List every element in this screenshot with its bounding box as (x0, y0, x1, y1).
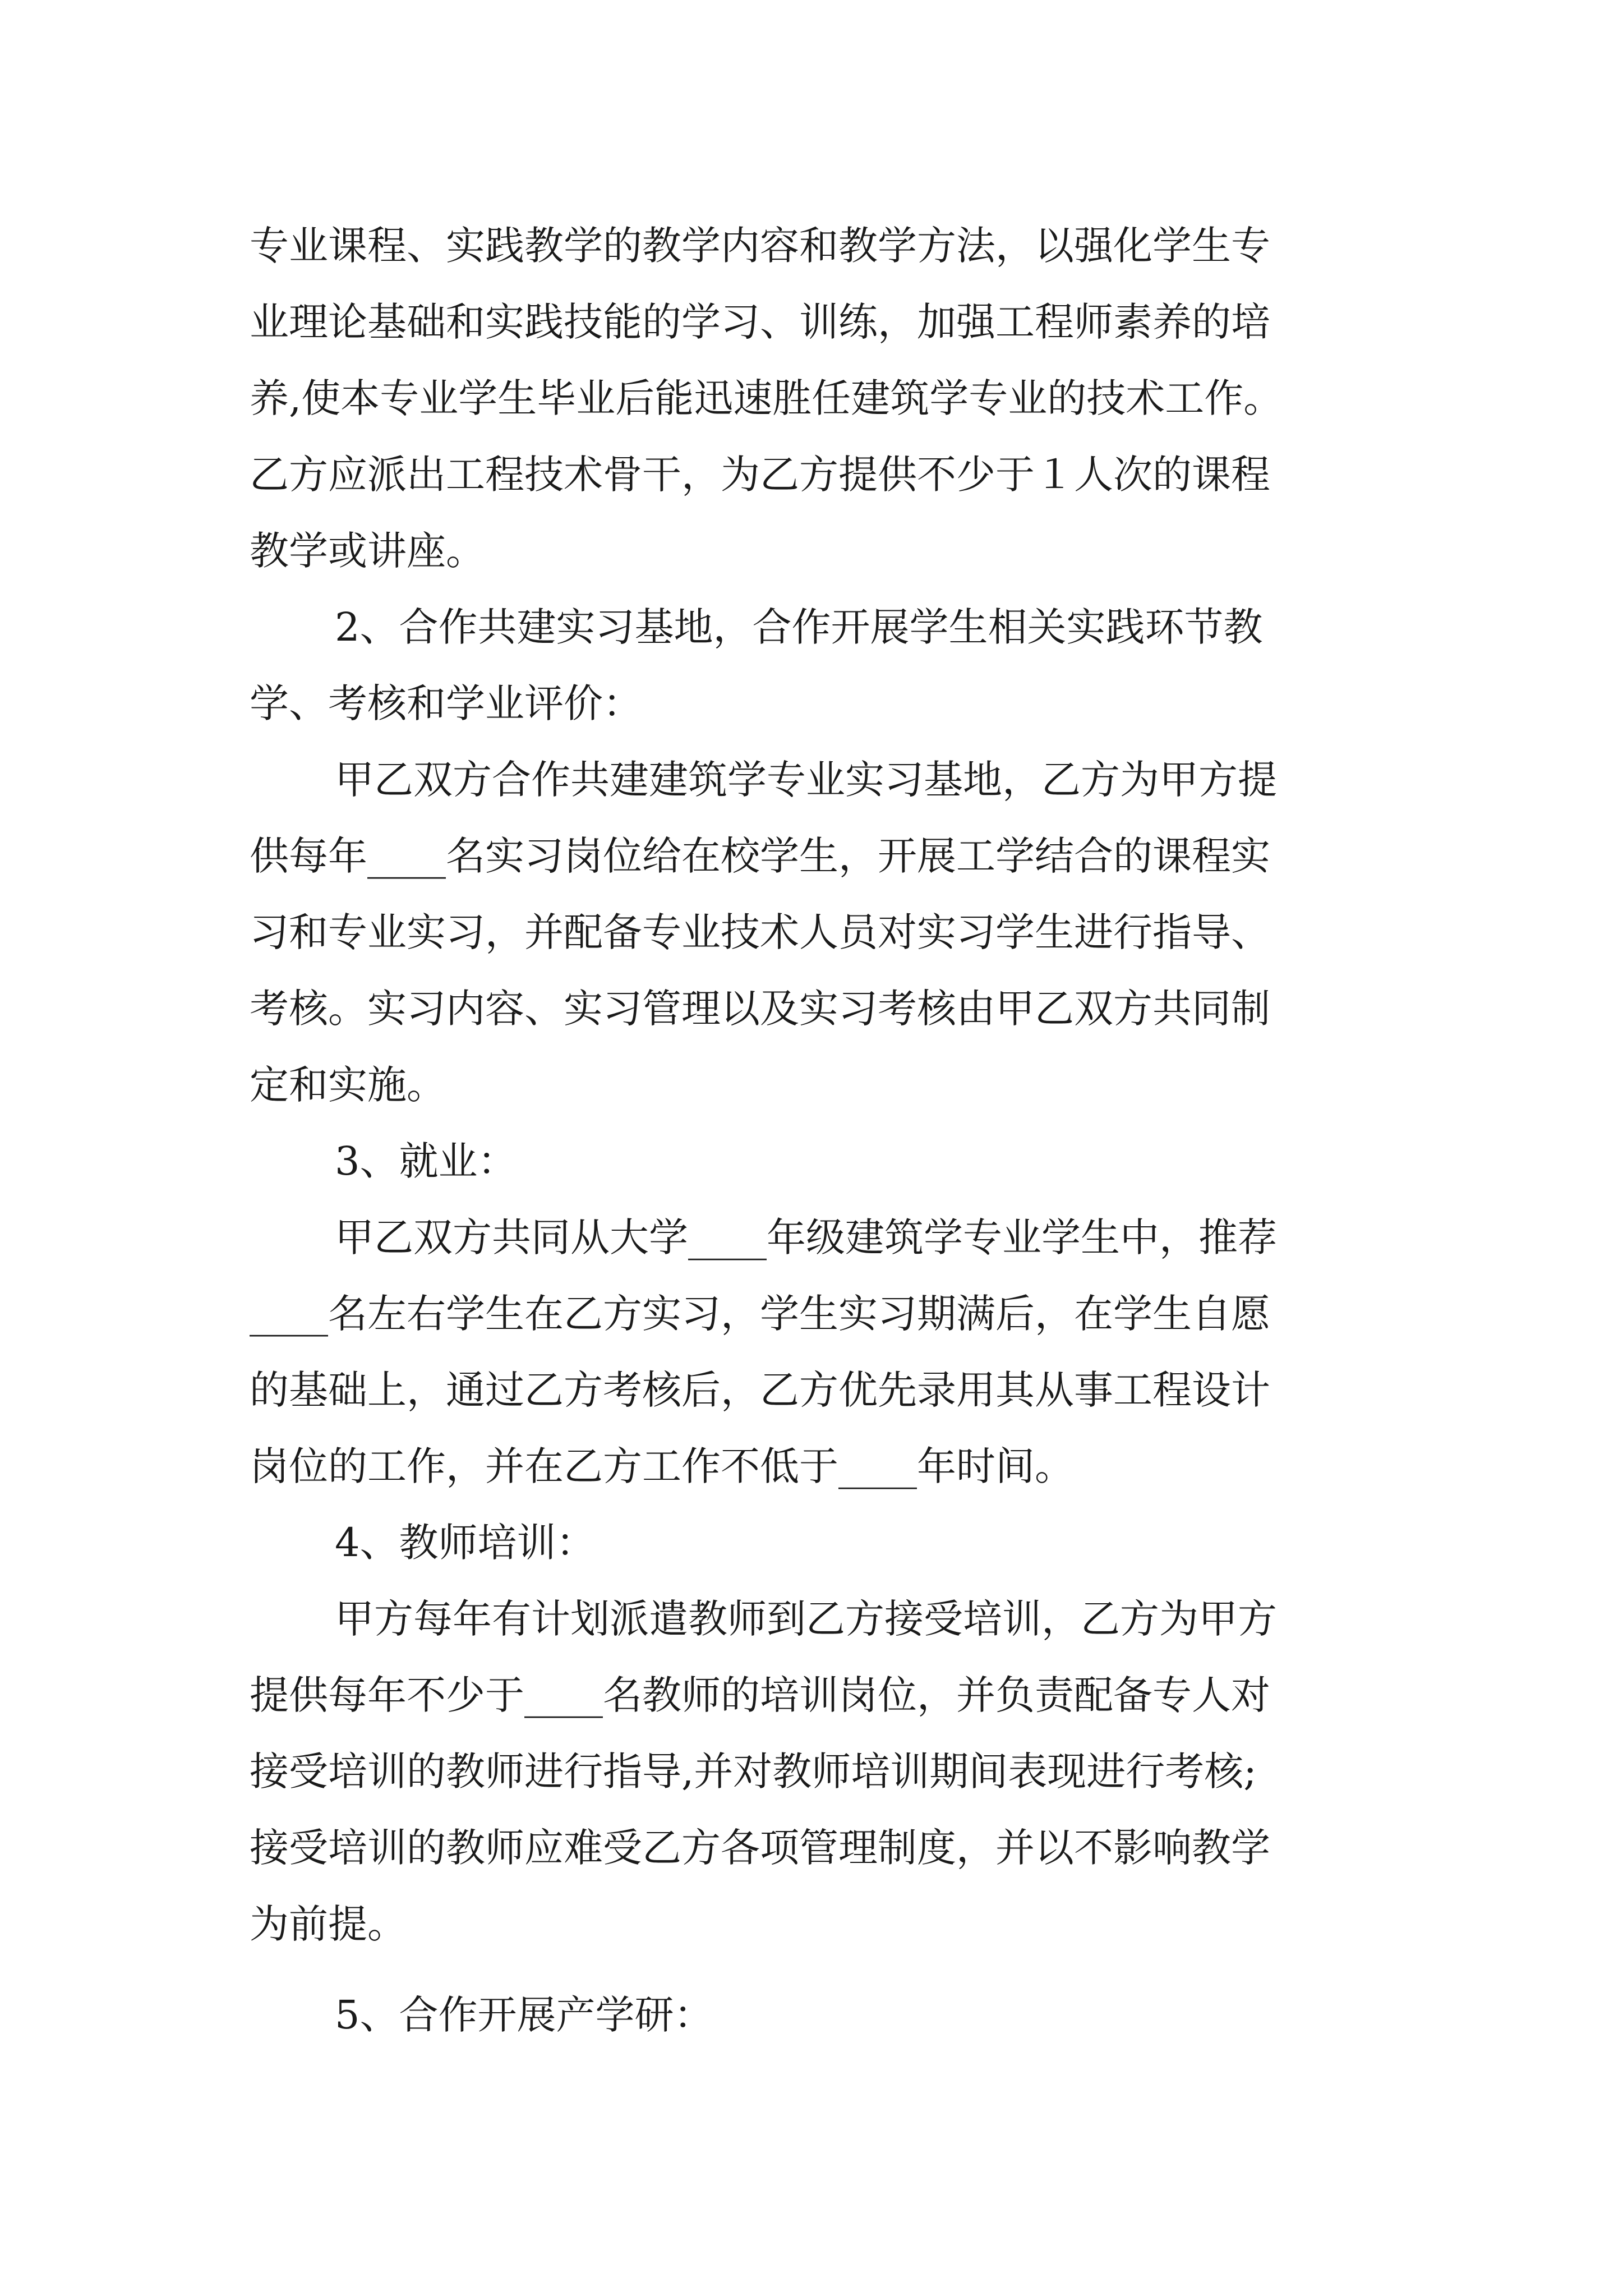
paragraph-line: 甲乙双方共同从大学____年级建筑学专业学生中，推荐 (335, 1214, 1277, 1260)
paragraph-line: 甲乙双方合作共建建筑学专业实习基地，乙方为甲方提 (335, 757, 1277, 803)
paragraph-line: 习和专业实习，并配备专业技术人员对实习学生进行指导、 (250, 909, 1270, 955)
paragraph-line: 接受培训的教师进行指导,并对教师培训期间表现进行考核; (250, 1749, 1257, 1795)
paragraph-line: 养,使本专业学生毕业后能迅速胜任建筑学专业的技术工作。 (250, 375, 1283, 421)
paragraph-line: 为前提。 (250, 1901, 407, 1947)
section-heading-2: 2、合作共建实习基地，合作开展学生相关实践环节教 (335, 604, 1263, 650)
paragraph-line: 甲方每年有计划派遣教师到乙方接受培训，乙方为甲方 (335, 1596, 1277, 1642)
paragraph-line: 接受培训的教师应难受乙方各项管理制度，并以不影响教学 (250, 1825, 1270, 1871)
paragraph-line: 定和实施。 (250, 1062, 446, 1108)
section-heading-3: 3、就业： (335, 1138, 517, 1184)
paragraph-line: 专业课程、实践教学的教学内容和教学方法，以强化学生专 (250, 223, 1270, 269)
paragraph-line: 学、考核和学业评价： (250, 680, 642, 726)
paragraph-line: 的基础上，通过乙方考核后，乙方优先录用其从事工程设计 (250, 1367, 1270, 1413)
paragraph-line: 业理论基础和实践技能的学习、训练，加强工程师素养的培 (250, 299, 1270, 345)
paragraph-line: ____名左右学生在乙方实习，学生实习期满后，在学生自愿 (250, 1291, 1270, 1337)
section-heading-5: 5、合作开展产学研： (335, 1992, 713, 2038)
paragraph-line: 教学或讲座。 (250, 528, 485, 574)
section-heading-4: 4、教师培训： (335, 1520, 596, 1566)
paragraph-line: 考核。实习内容、实习管理以及实习考核由甲乙双方共同制 (250, 986, 1270, 1032)
paragraph-line: 乙方应派出工程技术骨干，为乙方提供不少于１人次的课程 (250, 452, 1270, 498)
paragraph-line: 供每年____名实习岗位给在校学生，开展工学结合的课程实 (250, 833, 1270, 879)
document-body (250, 208, 1467, 2053)
paragraph-line: 岗位的工作，并在乙方工作不低于____年时间。 (250, 1443, 1074, 1489)
paragraph-line: 提供每年不少于____名教师的培训岗位，并负责配备专人对 (250, 1672, 1270, 1718)
